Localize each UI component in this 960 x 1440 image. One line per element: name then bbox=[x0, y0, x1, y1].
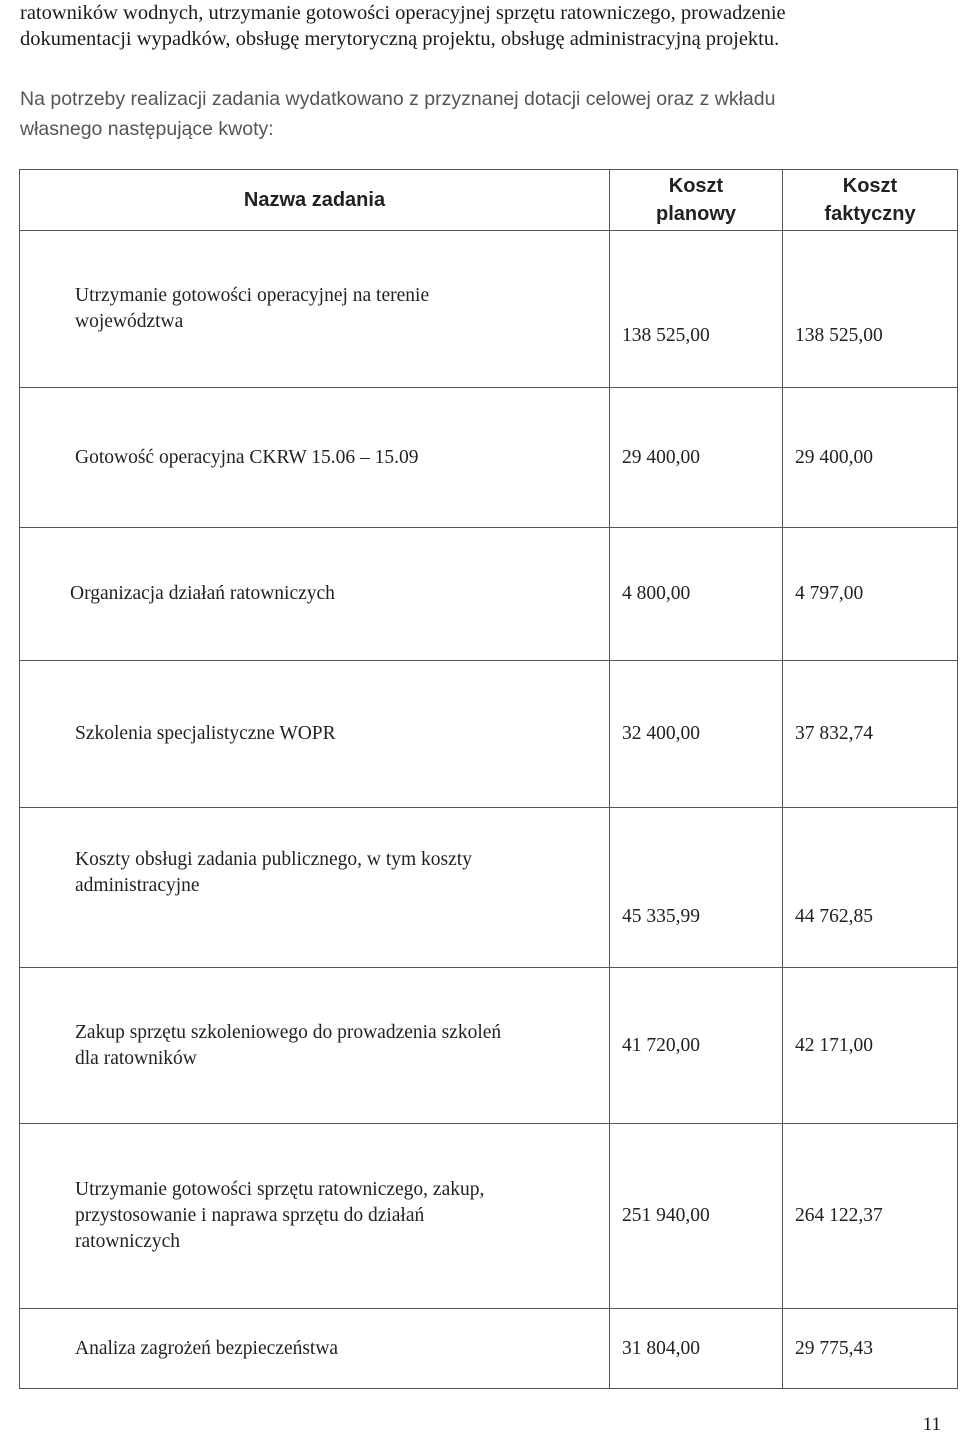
actual-cost: 42 171,00 bbox=[783, 968, 958, 1124]
actual-cost: 138 525,00 bbox=[783, 231, 958, 388]
actual-cost: 264 122,37 bbox=[783, 1124, 958, 1309]
task-name: Utrzymanie gotowości operacyjnej na terenie województwa bbox=[20, 231, 610, 388]
task-name: Zakup sprzętu szkoleniowego do prowadzenia szkoleń dla ratowników bbox=[20, 968, 610, 1124]
table-row bbox=[20, 1124, 958, 1309]
page-number: 11 bbox=[922, 1414, 941, 1435]
planned-cost: 138 525,00 bbox=[610, 231, 783, 388]
actual-cost: 37 832,74 bbox=[783, 661, 958, 808]
cost-table bbox=[19, 169, 958, 1389]
table-row bbox=[20, 968, 958, 1124]
planned-cost: 31 804,00 bbox=[610, 1309, 783, 1389]
task-name: Gotowość operacyjna CKRW 15.06 – 15.09 bbox=[20, 388, 610, 528]
planned-cost: 29 400,00 bbox=[610, 388, 783, 528]
planned-cost: 251 940,00 bbox=[610, 1124, 783, 1309]
header-task-name: Nazwa zadania bbox=[20, 170, 610, 231]
actual-cost: 29 400,00 bbox=[783, 388, 958, 528]
planned-cost: 4 800,00 bbox=[610, 528, 783, 661]
actual-cost: 29 775,43 bbox=[783, 1309, 958, 1389]
header-planned-cost: Koszt planowy bbox=[610, 170, 783, 231]
table-header-row bbox=[20, 170, 958, 231]
intro-paragraph-costs: Na potrzeby realizacji zadania wydatkowano z przyznanej dotacji celowej oraz z wkładu własnego następujące kwoty: bbox=[20, 88, 776, 140]
table-row bbox=[20, 231, 958, 388]
task-name: Koszty obsługi zadania publicznego, w tym koszty administracyjne bbox=[20, 808, 610, 968]
planned-cost: 41 720,00 bbox=[610, 968, 783, 1124]
table-row bbox=[20, 1309, 958, 1389]
table-row bbox=[20, 528, 958, 661]
task-name: Utrzymanie gotowości sprzętu ratowniczego, zakup, przystosowanie i naprawa sprzętu do działań ratowniczych bbox=[20, 1124, 610, 1309]
table-row bbox=[20, 661, 958, 808]
intro-paragraph: ratowników wodnych, utrzymanie gotowości operacyjnej sprzętu ratowniczego, prowadzenie dokumentacji wypadków, obsługę merytoryczną projektu, obsługę administracyjną projektu. bbox=[20, 2, 786, 50]
table-row bbox=[20, 388, 958, 528]
planned-cost: 45 335,99 bbox=[610, 808, 783, 968]
table-row bbox=[20, 808, 958, 968]
planned-cost: 32 400,00 bbox=[610, 661, 783, 808]
actual-cost: 44 762,85 bbox=[783, 808, 958, 968]
header-actual-cost: Koszt faktyczny bbox=[783, 170, 958, 231]
actual-cost: 4 797,00 bbox=[783, 528, 958, 661]
task-name: Szkolenia specjalistyczne WOPR bbox=[20, 661, 610, 808]
task-name: Analiza zagrożeń bezpieczeństwa bbox=[20, 1309, 610, 1389]
task-name: Organizacja działań ratowniczych bbox=[20, 528, 610, 661]
